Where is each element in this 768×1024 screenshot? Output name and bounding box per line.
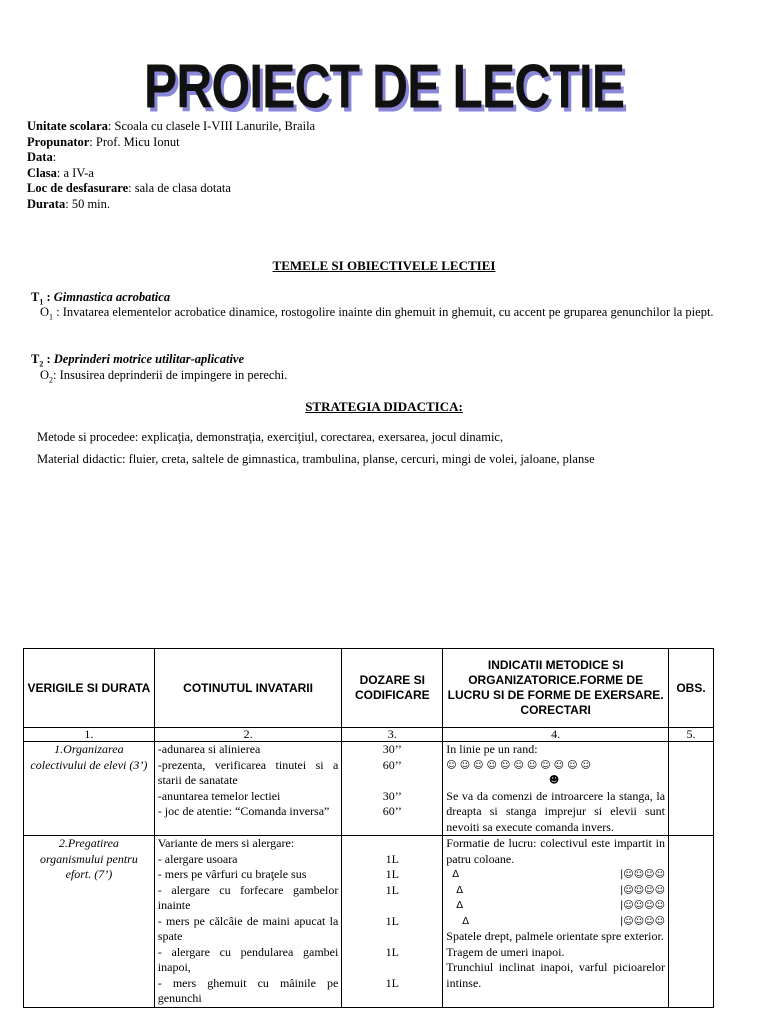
triangle-icon: Δ <box>452 869 460 880</box>
obs-cell <box>669 742 714 836</box>
materials-text: Material didactic: fluier, creta, saltele de gimnastica, trambulina, planse, cercuri, mingi de volei, jaloane, planse <box>37 452 595 466</box>
triangle-icon: Δ <box>456 884 464 896</box>
title-block <box>0 50 768 122</box>
info-school: Unitate scolara: Scoala cu clasele I-VIII Lanurile, Braila <box>27 119 316 133</box>
students-column-icon: |☺☺☺☺ <box>619 915 666 927</box>
table-number-row: 1. 2. 3. 4. 5. <box>24 728 714 742</box>
header-obs: OBS. <box>669 649 714 728</box>
theme-1: $T_1$ : Gimnastica acrobatica <box>31 290 171 307</box>
stage-cell: 2.Pregatirea organismului pentru efort. (7’) <box>24 836 155 1008</box>
objective-2-text: Insusirea deprinderii de impingere in perechi. <box>59 368 288 382</box>
table-header-row <box>24 649 714 728</box>
obs-cell <box>669 836 714 1008</box>
header-dosage: DOZARE SI CODIFICARE <box>342 649 443 728</box>
teacher-icon: ☻ <box>548 775 563 786</box>
objective-1: $O_1$ : Invatarea elementelor acrobatice dinamice, rostogolire inainte din ghemuit in ghemuit, cu accent pe gruparea genunchilor la piept. <box>40 305 714 322</box>
theme-2-title: Deprinderi motrice utilitar-aplicative <box>53 352 245 366</box>
formation-line <box>446 883 665 899</box>
students-line-icon: ☺☺☺☺☺☺☺☺☺☺☺ <box>446 759 594 771</box>
info-teacher: Propunator: Prof. Micu Ionut <box>27 134 180 149</box>
indications-cell: Formatie de lucru: colectivul este impartit in patru coloane. Δ |☺☺☺☺ Δ |☺☺☺☺ Δ |☺☺☺☺ Δ |☺☺☺☺ Spatele drept, palmele orientate spre exterior. Tragem de umeri inapoi. Trunchiul inclinat inapoi, varful picioarelor intinse. <box>443 836 669 1008</box>
objective-2: $O_2$: Insusirea deprinderii de impingere in perechi. <box>40 368 288 385</box>
header-stage: VERIGILE SI DURATA <box>24 649 155 728</box>
info-date: Data: <box>27 150 57 164</box>
strategy-heading: STRATEGIA DIDACTICA: <box>305 399 463 414</box>
stage-cell: 1.Organizarea colectivului de elevi (3’) <box>24 742 155 836</box>
formation-line <box>446 867 665 883</box>
content-cell: -adunarea si alinierea -prezenta, verificarea tinutei si a starii de sanatate -anuntarea temelor lectiei - joc de atentie: “Comanda inversa” <box>154 742 342 836</box>
formation-line <box>446 914 665 930</box>
header-content: COTINUTUL INVATARII <box>154 649 342 728</box>
formation-line <box>446 898 665 914</box>
theme-1-title: Gimnastica acrobatica <box>53 290 171 304</box>
header-indications: INDICATII METODICE SI ORGANIZATORICE.FORME DE LUCRU SI DE FORME DE EXERSARE. CORECTARI <box>443 649 669 728</box>
students-column-icon: |☺☺☺☺ <box>619 884 666 896</box>
indications-cell: In linie pe un rand: ☺☺☺☺☺☺☺☺☺☺☺ ☻ Se va da comenzi de introarcere la stanga, la dreapta si stanga imprejur si elevii sunt nevoiti sa execute comanda invers. <box>443 742 669 836</box>
triangle-icon: Δ <box>456 900 464 911</box>
table-row <box>24 742 714 836</box>
page-title: PROIECT DE LECTIE <box>143 51 625 122</box>
info-location: Loc de desfasurare: sala de clasa dotata <box>27 181 231 195</box>
info-class: Clasa: a IV-a <box>27 165 94 180</box>
methods-text: Metode si procedee: explicaţia, demonstraţia, exerciţiul, corectarea, exersarea, jocul dinamic, <box>37 430 504 444</box>
objective-1-text: Invatarea elementelor acrobatice dinamice, rostogolire inainte din ghemuit in ghemuit, cu accent pe gruparea genunchilor la piept. <box>62 305 714 319</box>
dosage-cell: 30’’ 60’’ 30’’ 60’’ <box>342 742 443 836</box>
content-cell: Variante de mers si alergare: - alergare usoara - mers pe vârfuri cu braţele sus - alergare cu forfecare gambelor inainte - mers pe călcâie de maini apucat la spate - alergare cu pendularea gambei inapoi, - mers ghemuit cu mâinile pe genunchi <box>154 836 342 1008</box>
theme-2: $T_2$ : Deprinderi motrice utilitar-aplicative <box>31 352 245 369</box>
students-column-icon: |☺☺☺☺ <box>619 900 666 911</box>
triangle-icon: Δ <box>462 915 470 927</box>
info-duration: Durata: 50 min. <box>27 196 111 211</box>
table-row <box>24 836 714 1008</box>
students-column-icon: |☺☺☺☺ <box>619 869 666 880</box>
dosage-cell: 1L 1L 1L 1L 1L 1L <box>342 836 443 1008</box>
themes-heading: TEMELE SI OBIECTIVELE LECTIEI <box>272 258 496 273</box>
lesson-table <box>23 648 714 1008</box>
lesson-info <box>27 119 315 212</box>
